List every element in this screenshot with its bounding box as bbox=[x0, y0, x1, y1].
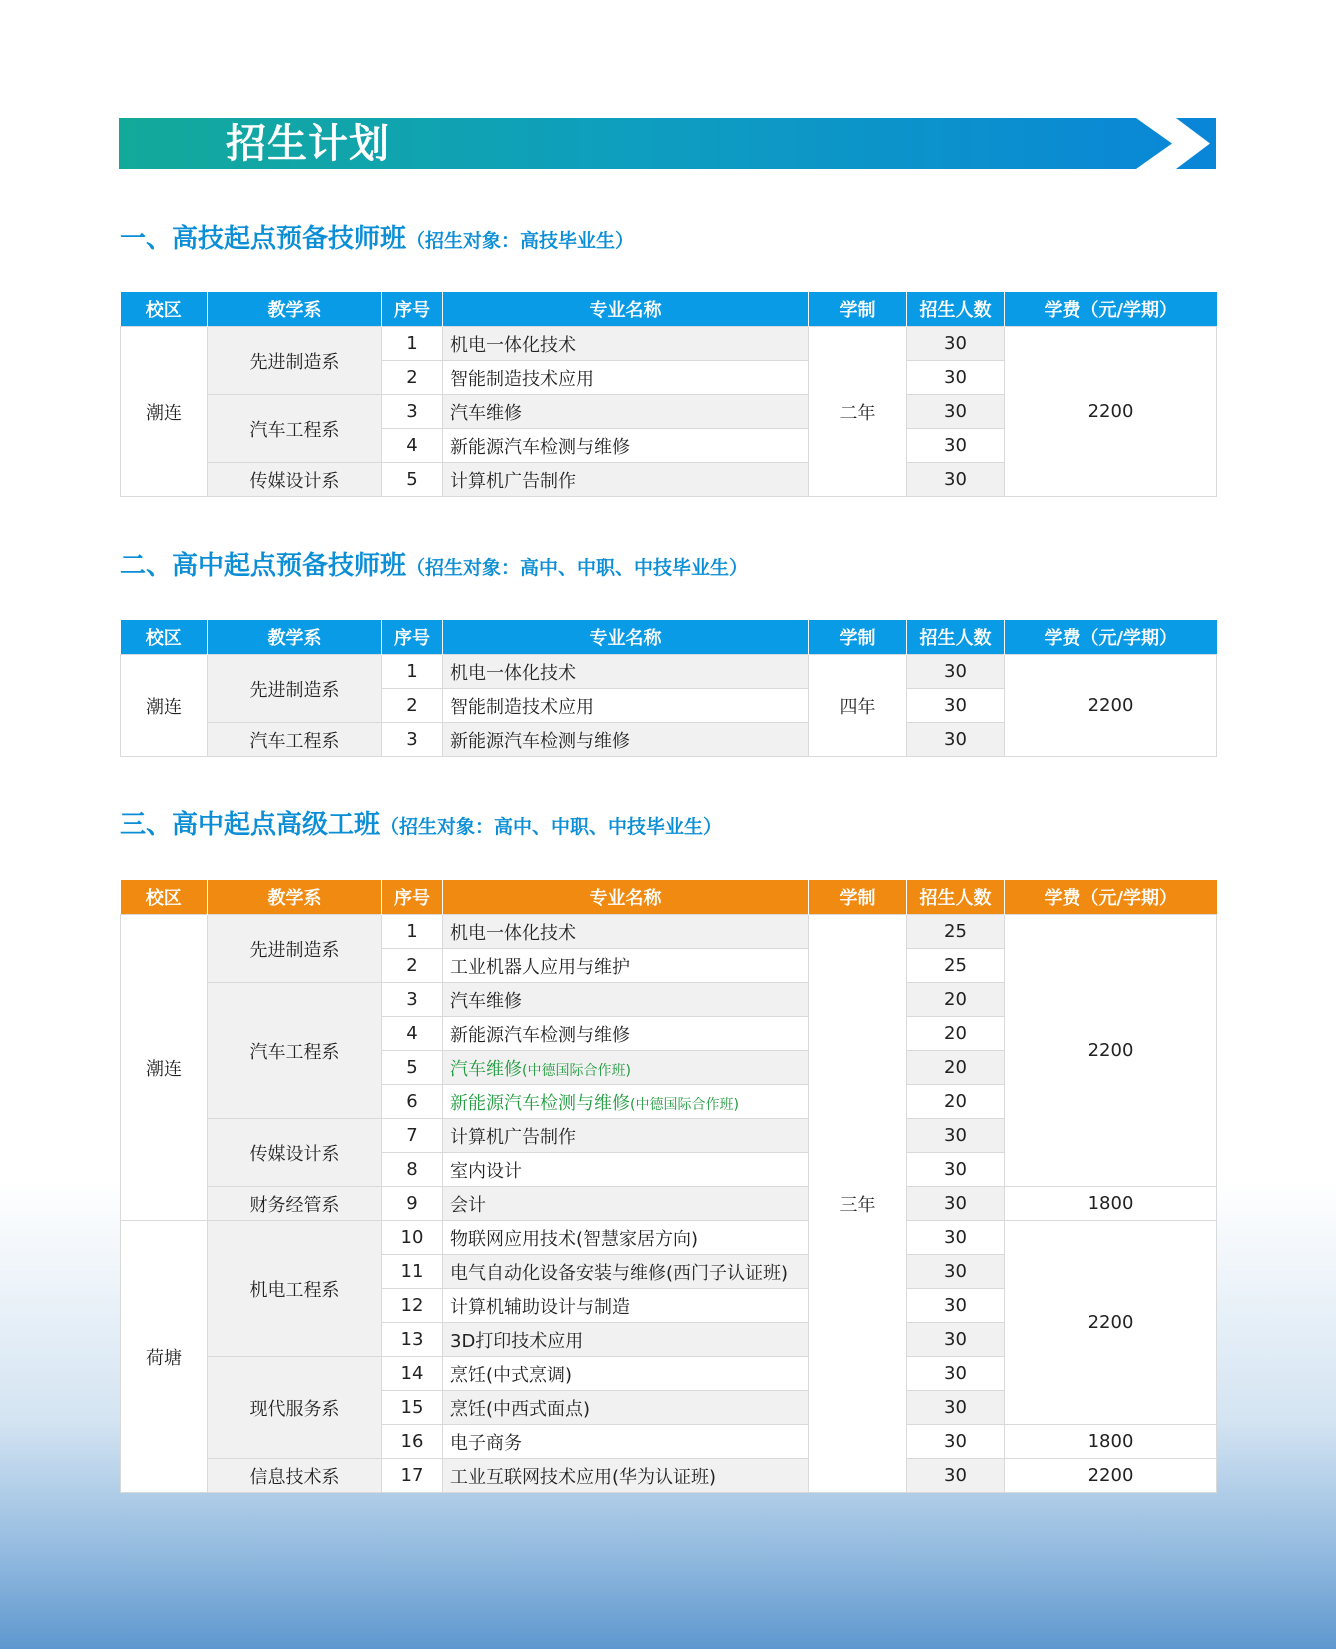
section-2-heading: 二、高中起点预备技师班 bbox=[120, 551, 407, 581]
section-1-title bbox=[120, 218, 634, 255]
major-cell: 会计 bbox=[443, 1187, 809, 1221]
count-cell: 30 bbox=[907, 1119, 1005, 1153]
no-cell: 1 bbox=[382, 327, 443, 361]
campus-cell: 潮连 bbox=[121, 327, 208, 497]
no-cell: 5 bbox=[382, 1051, 443, 1085]
dept-cell: 现代服务系 bbox=[208, 1357, 382, 1459]
count-cell: 20 bbox=[907, 1017, 1005, 1051]
major-cell: 室内设计 bbox=[443, 1153, 809, 1187]
no-cell: 5 bbox=[382, 463, 443, 497]
section-1-subtitle: （招生对象：高技毕业生） bbox=[406, 230, 635, 252]
col-header-count: 招生人数 bbox=[907, 292, 1005, 327]
major-cell: 计算机广告制作 bbox=[443, 1119, 809, 1153]
major-cell: 智能制造技术应用 bbox=[443, 361, 809, 395]
col-header-fee: 学费（元/学期） bbox=[1005, 620, 1217, 655]
fee-cell: 2200 bbox=[1005, 915, 1217, 1187]
col-header-fee: 学费（元/学期） bbox=[1005, 292, 1217, 327]
no-cell: 3 bbox=[382, 723, 443, 757]
campus-cell: 潮连 bbox=[121, 655, 208, 757]
major-cell: 计算机辅助设计与制造 bbox=[443, 1289, 809, 1323]
major-note: (中德国际合作班) bbox=[522, 1062, 631, 1079]
no-cell: 13 bbox=[382, 1323, 443, 1357]
table-row bbox=[121, 655, 1217, 689]
major-cell: 烹饪(中式烹调) bbox=[443, 1357, 809, 1391]
col-header-duration: 学制 bbox=[809, 620, 907, 655]
major-cell: 物联网应用技术(智慧家居方向) bbox=[443, 1221, 809, 1255]
no-cell: 4 bbox=[382, 429, 443, 463]
dept-cell: 汽车工程系 bbox=[208, 723, 382, 757]
no-cell: 9 bbox=[382, 1187, 443, 1221]
col-header-dept: 教学系 bbox=[208, 880, 382, 915]
dept-cell: 先进制造系 bbox=[208, 327, 382, 395]
dept-cell: 信息技术系 bbox=[208, 1459, 382, 1493]
fee-cell: 1800 bbox=[1005, 1425, 1217, 1459]
no-cell: 8 bbox=[382, 1153, 443, 1187]
no-cell: 4 bbox=[382, 1017, 443, 1051]
col-header-dept: 教学系 bbox=[208, 620, 382, 655]
major-note: (中德国际合作班) bbox=[630, 1096, 739, 1113]
major-cell bbox=[443, 1085, 809, 1119]
major-cell: 工业机器人应用与维护 bbox=[443, 949, 809, 983]
major-cell: 新能源汽车检测与维修 bbox=[443, 429, 809, 463]
no-cell: 15 bbox=[382, 1391, 443, 1425]
count-cell: 30 bbox=[907, 463, 1005, 497]
major-cell: 机电一体化技术 bbox=[443, 655, 809, 689]
plan-table-3 bbox=[120, 880, 1217, 1493]
dept-cell: 财务经管系 bbox=[208, 1187, 382, 1221]
table-row bbox=[121, 1187, 1217, 1221]
count-cell: 30 bbox=[907, 429, 1005, 463]
section-3-title bbox=[120, 804, 722, 841]
major-cell: 计算机广告制作 bbox=[443, 463, 809, 497]
count-cell: 30 bbox=[907, 327, 1005, 361]
major-cell: 机电一体化技术 bbox=[443, 915, 809, 949]
major-cell: 汽车维修 bbox=[443, 395, 809, 429]
no-cell: 10 bbox=[382, 1221, 443, 1255]
major-cell: 汽车维修 bbox=[443, 983, 809, 1017]
major-cell: 工业互联网技术应用(华为认证班) bbox=[443, 1459, 809, 1493]
col-header-campus: 校区 bbox=[121, 880, 208, 915]
no-cell: 11 bbox=[382, 1255, 443, 1289]
col-header-major: 专业名称 bbox=[443, 620, 809, 655]
count-cell: 30 bbox=[907, 1391, 1005, 1425]
no-cell: 6 bbox=[382, 1085, 443, 1119]
no-cell: 1 bbox=[382, 915, 443, 949]
fee-cell: 2200 bbox=[1005, 327, 1217, 497]
table-row bbox=[121, 1221, 1217, 1255]
fee-cell: 2200 bbox=[1005, 1221, 1217, 1425]
campus-cell: 荷塘 bbox=[121, 1221, 208, 1493]
no-cell: 3 bbox=[382, 983, 443, 1017]
banner-title: 招生计划 bbox=[226, 121, 390, 167]
major-name: 新能源汽车检测与维修 bbox=[450, 1092, 630, 1114]
plan-table-2 bbox=[120, 620, 1217, 757]
col-header-count: 招生人数 bbox=[907, 880, 1005, 915]
count-cell: 30 bbox=[907, 723, 1005, 757]
col-header-fee: 学费（元/学期） bbox=[1005, 880, 1217, 915]
count-cell: 30 bbox=[907, 1153, 1005, 1187]
major-cell bbox=[443, 1051, 809, 1085]
no-cell: 16 bbox=[382, 1425, 443, 1459]
dept-cell: 先进制造系 bbox=[208, 915, 382, 983]
fee-cell: 1800 bbox=[1005, 1187, 1217, 1221]
section-1-heading: 一、高技起点预备技师班 bbox=[120, 224, 407, 254]
count-cell: 30 bbox=[907, 361, 1005, 395]
table-row bbox=[121, 327, 1217, 361]
major-cell: 新能源汽车检测与维修 bbox=[443, 723, 809, 757]
major-cell: 新能源汽车检测与维修 bbox=[443, 1017, 809, 1051]
dept-cell: 传媒设计系 bbox=[208, 1119, 382, 1187]
major-cell: 机电一体化技术 bbox=[443, 327, 809, 361]
col-header-major: 专业名称 bbox=[443, 880, 809, 915]
major-cell: 烹饪(中西式面点) bbox=[443, 1391, 809, 1425]
major-cell: 3D打印技术应用 bbox=[443, 1323, 809, 1357]
major-cell: 电子商务 bbox=[443, 1425, 809, 1459]
fee-cell: 2200 bbox=[1005, 655, 1217, 757]
campus-cell: 潮连 bbox=[121, 915, 208, 1221]
no-cell: 17 bbox=[382, 1459, 443, 1493]
col-header-duration: 学制 bbox=[809, 880, 907, 915]
no-cell: 2 bbox=[382, 689, 443, 723]
count-cell: 20 bbox=[907, 983, 1005, 1017]
no-cell: 2 bbox=[382, 949, 443, 983]
major-cell: 智能制造技术应用 bbox=[443, 689, 809, 723]
col-header-campus: 校区 bbox=[121, 292, 208, 327]
count-cell: 30 bbox=[907, 689, 1005, 723]
count-cell: 30 bbox=[907, 655, 1005, 689]
dept-cell: 机电工程系 bbox=[208, 1221, 382, 1357]
col-header-dept: 教学系 bbox=[208, 292, 382, 327]
table-header-row bbox=[121, 880, 1217, 915]
count-cell: 30 bbox=[907, 1187, 1005, 1221]
duration-cell: 四年 bbox=[809, 655, 907, 757]
plan-table-1 bbox=[120, 292, 1217, 497]
no-cell: 3 bbox=[382, 395, 443, 429]
table-header-row bbox=[121, 620, 1217, 655]
section-3-heading: 三、高中起点高级工班 bbox=[120, 810, 381, 840]
section-3-subtitle: （招生对象：高中、中职、中技毕业生） bbox=[380, 816, 723, 838]
table-row bbox=[121, 1459, 1217, 1493]
table-row bbox=[121, 915, 1217, 949]
dept-cell: 先进制造系 bbox=[208, 655, 382, 723]
count-cell: 30 bbox=[907, 1221, 1005, 1255]
dept-cell: 汽车工程系 bbox=[208, 395, 382, 463]
no-cell: 1 bbox=[382, 655, 443, 689]
chevron-arrow-icon bbox=[1136, 118, 1216, 169]
no-cell: 7 bbox=[382, 1119, 443, 1153]
major-cell: 电气自动化设备安装与维修(西门子认证班) bbox=[443, 1255, 809, 1289]
col-header-duration: 学制 bbox=[809, 292, 907, 327]
count-cell: 30 bbox=[907, 1357, 1005, 1391]
no-cell: 2 bbox=[382, 361, 443, 395]
duration-cell: 三年 bbox=[809, 915, 907, 1493]
count-cell: 30 bbox=[907, 1255, 1005, 1289]
count-cell: 30 bbox=[907, 1289, 1005, 1323]
section-2-title bbox=[120, 545, 748, 582]
count-cell: 25 bbox=[907, 915, 1005, 949]
table-header-row bbox=[121, 292, 1217, 327]
col-header-count: 招生人数 bbox=[907, 620, 1005, 655]
no-cell: 14 bbox=[382, 1357, 443, 1391]
no-cell: 12 bbox=[382, 1289, 443, 1323]
count-cell: 30 bbox=[907, 1323, 1005, 1357]
col-header-major: 专业名称 bbox=[443, 292, 809, 327]
col-header-campus: 校区 bbox=[121, 620, 208, 655]
count-cell: 20 bbox=[907, 1051, 1005, 1085]
dept-cell: 汽车工程系 bbox=[208, 983, 382, 1119]
count-cell: 30 bbox=[907, 395, 1005, 429]
fee-cell: 2200 bbox=[1005, 1459, 1217, 1493]
col-header-no: 序号 bbox=[382, 620, 443, 655]
count-cell: 30 bbox=[907, 1459, 1005, 1493]
count-cell: 25 bbox=[907, 949, 1005, 983]
col-header-no: 序号 bbox=[382, 880, 443, 915]
count-cell: 20 bbox=[907, 1085, 1005, 1119]
col-header-no: 序号 bbox=[382, 292, 443, 327]
section-2-subtitle: （招生对象：高中、中职、中技毕业生） bbox=[406, 557, 749, 579]
duration-cell: 二年 bbox=[809, 327, 907, 497]
count-cell: 30 bbox=[907, 1425, 1005, 1459]
dept-cell: 传媒设计系 bbox=[208, 463, 382, 497]
major-name: 汽车维修 bbox=[450, 1058, 522, 1080]
